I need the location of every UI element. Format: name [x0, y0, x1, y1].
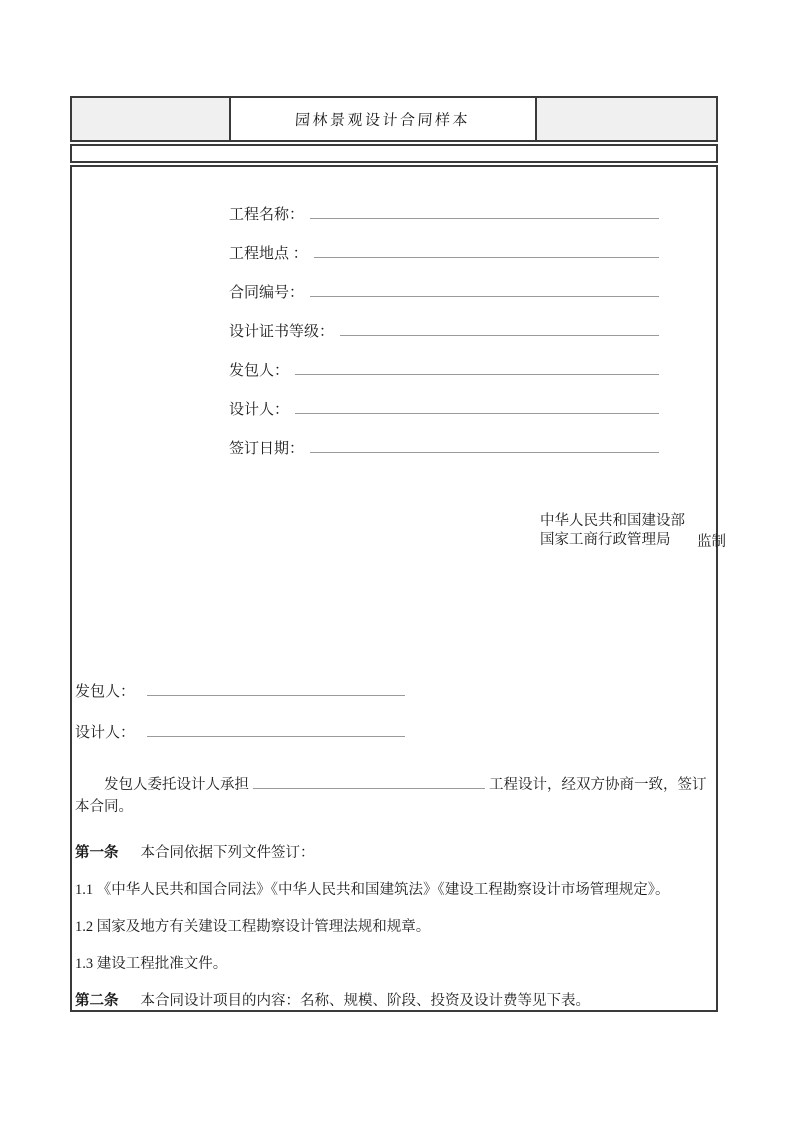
field-input-client[interactable] [295, 359, 659, 375]
field-row-project-location [229, 242, 659, 281]
clause-1-2-text: 1.2 国家及地方有关建设工程勘察设计管理法规和规章。 [75, 918, 431, 935]
header-left-cell [72, 98, 231, 140]
field-row-designer [229, 398, 659, 437]
field-input-project-name[interactable] [310, 203, 659, 219]
clause-1-1-text: 1.1 《中华人民共和国合同法》《中华人民共和国建筑法》《建设工程勘察设计市场管理规定》。 [75, 881, 670, 898]
issuer-line-administration: 国家工商行政管理局 [540, 532, 671, 549]
document-title: 园林景观设计合同样本 [294, 110, 472, 129]
header-right-cell [537, 98, 716, 140]
header-spacer-row [70, 144, 718, 163]
field-input-design-certificate-grade[interactable] [340, 320, 659, 336]
header-table [70, 96, 718, 142]
signature-row-client [75, 680, 505, 721]
field-row-signing-date [229, 437, 659, 476]
field-label-client: 发包人： [229, 363, 290, 379]
signature-label-designer: 设计人： [75, 725, 136, 741]
field-input-signing-date[interactable] [310, 437, 659, 453]
clause-1-text: 本合同依据下列文件签订： [140, 844, 315, 861]
cover-form-fields [229, 203, 659, 476]
field-row-project-name [229, 203, 659, 242]
clause-1-heading: 第一条 [75, 844, 119, 861]
field-label-project-location: 工程地点 ： [229, 246, 308, 262]
field-label-designer: 设计人： [229, 402, 290, 418]
issuing-authority-names [540, 512, 685, 551]
entrustment-paragraph [75, 774, 715, 819]
issuing-authority-block [540, 512, 726, 551]
field-row-design-certificate-grade [229, 320, 659, 359]
field-input-designer[interactable] [295, 398, 659, 414]
issuer-line-ministry: 中华人民共和国建设部 [540, 513, 685, 529]
clause-1-3-text: 1.3 建设工程批准文件。 [75, 955, 228, 972]
entrust-blank-input[interactable] [253, 774, 485, 789]
field-label-design-certificate-grade: 设计证书等级： [229, 324, 335, 340]
field-row-client [229, 359, 659, 398]
clause-2-heading: 第二条 [75, 992, 119, 1009]
clause-1-1 [75, 879, 715, 901]
entrust-text-after: 工程设计，经双方协商一致，签订本合同。 [75, 776, 707, 815]
issuer-supervise-label: 监制 [697, 534, 726, 550]
field-row-contract-number [229, 281, 659, 320]
signature-input-client[interactable] [147, 680, 405, 696]
field-input-contract-number[interactable] [310, 281, 659, 297]
signature-input-designer[interactable] [147, 721, 405, 737]
signature-fields [75, 680, 505, 762]
entrust-text-before: 发包人委托设计人承担 [104, 776, 249, 793]
clause-2-text: 本合同设计项目的内容：名称、规模、阶段、投资及设计费等见下表。 [140, 992, 590, 1009]
field-label-project-name: 工程名称： [229, 207, 305, 223]
field-input-project-location[interactable] [314, 242, 659, 258]
header-title-cell [231, 98, 537, 140]
clause-1-2 [75, 916, 715, 938]
field-label-signing-date: 签订日期： [229, 441, 305, 457]
clause-article-1 [75, 842, 715, 864]
signature-row-designer [75, 721, 505, 762]
clause-article-2 [75, 990, 715, 1012]
signature-label-client: 发包人： [75, 684, 136, 700]
main-body-box [70, 165, 726, 1012]
field-label-contract-number: 合同编号： [229, 285, 305, 301]
clause-1-3 [75, 953, 715, 975]
